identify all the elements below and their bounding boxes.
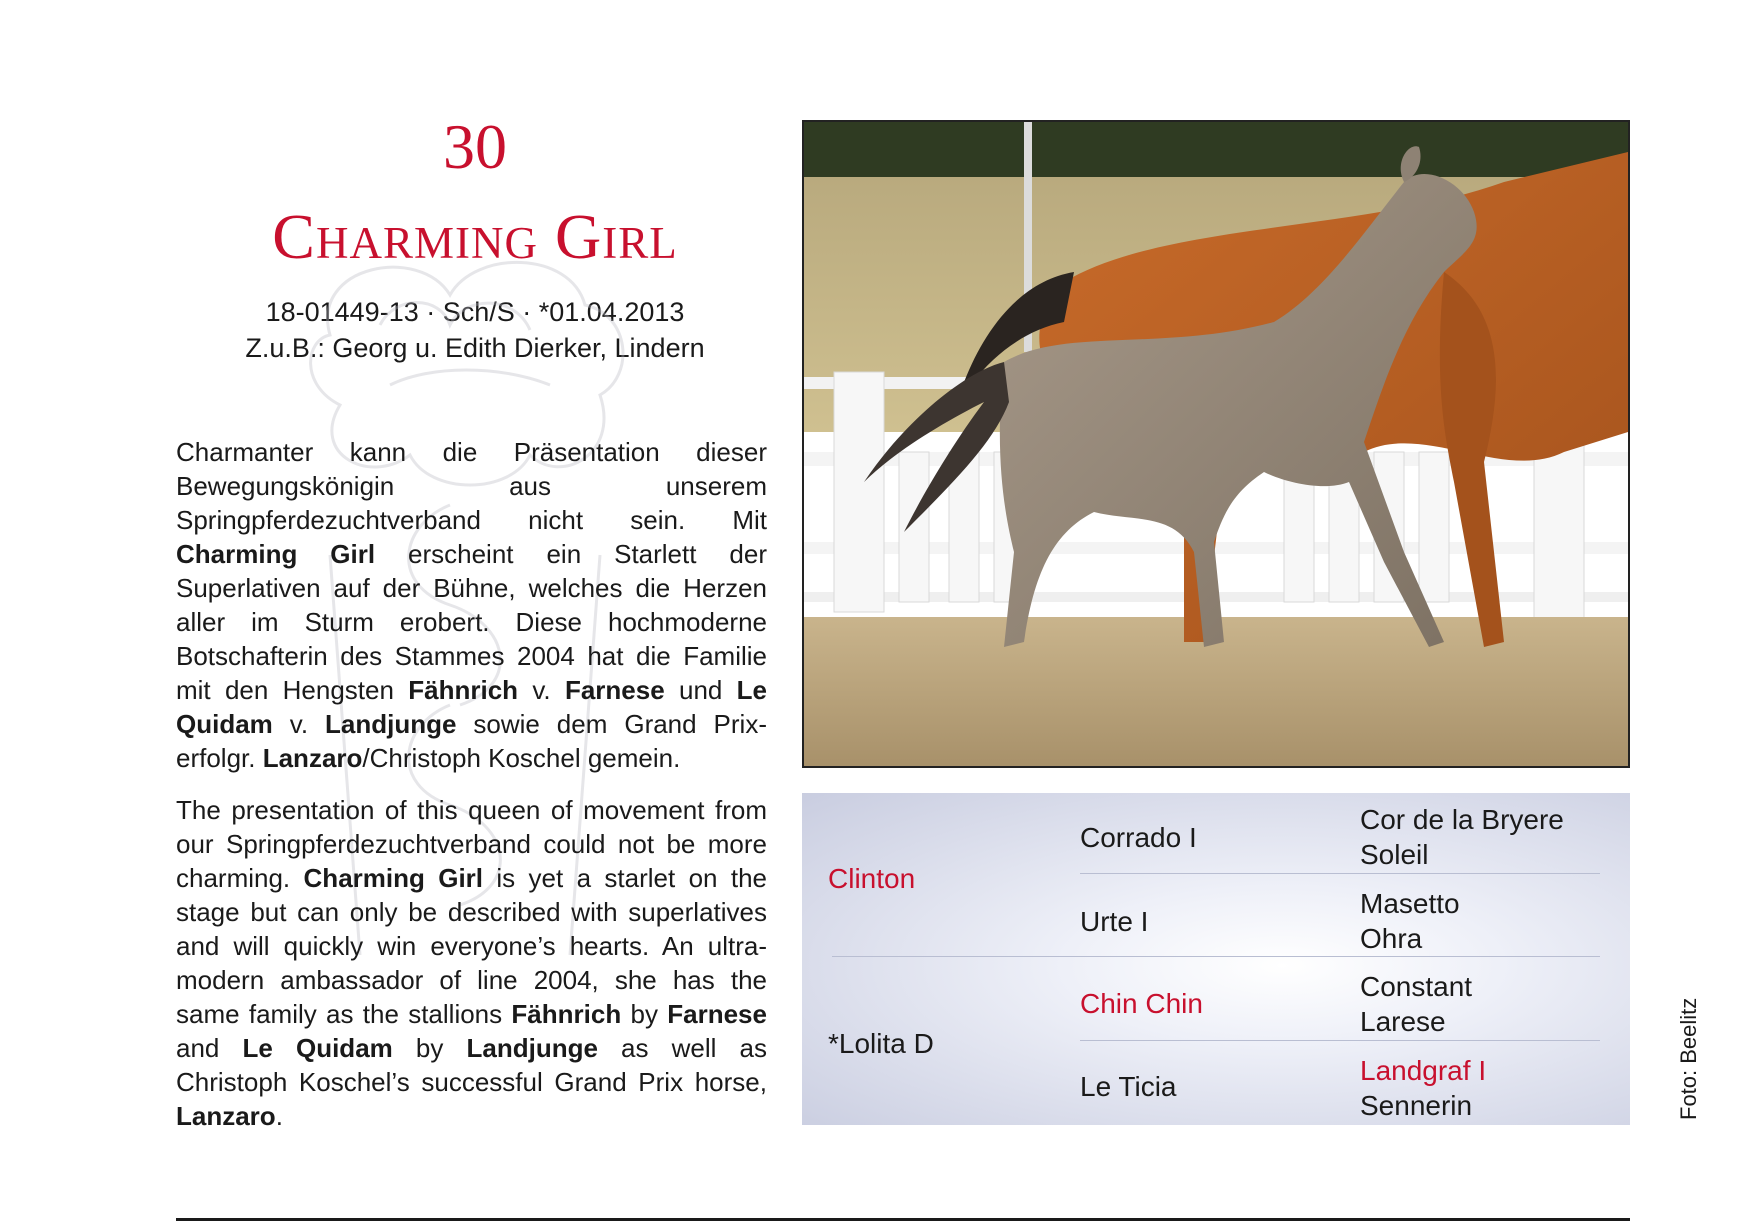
pedigree-sire-sire: Corrado I (1080, 822, 1197, 853)
lot-number: 30 (443, 111, 507, 182)
pedigree-ggp-1: Cor de la Bryere (1360, 804, 1564, 835)
description-english (176, 793, 767, 1133)
emphasized-name: Fähnrich (511, 999, 622, 1029)
emphasized-name: Farnese (564, 675, 665, 705)
horse-photo (802, 120, 1630, 768)
text-segment: The presentation of this queen of movement from our Springpferdezuchtverband could not be more charming. (176, 795, 767, 893)
pedigree-ggp-2: Soleil (1360, 839, 1429, 870)
emphasized-name: Lanzaro (176, 1101, 276, 1131)
breeder-line: Z.u.B.: Georg u. Edith Dierker, Lindern (245, 333, 705, 363)
emphasized-name: Charming Girl (176, 539, 376, 569)
pedigree-ggp-7: Landgraf I (1360, 1055, 1487, 1086)
description-german (176, 435, 767, 775)
pedigree-ggp-5: Constant (1360, 971, 1473, 1002)
emphasized-name: Lanzaro (262, 743, 363, 773)
text-segment: Charmanter kann die Präsentation dieser Bewegungskönigin aus unserem Springpferdezuchtverband nicht sein. Mit (176, 437, 767, 535)
emphasized-name: Le Quidam (242, 1033, 393, 1063)
pedigree-dam-dam: Le Ticia (1080, 1071, 1177, 1102)
pedigree-separator (1080, 873, 1600, 874)
emphasized-name: Le Quidam (176, 675, 768, 739)
text-segment: sowie dem Grand Prix-erfolgr. (176, 709, 767, 773)
photo-credit: Foto: Beelitz (1676, 997, 1701, 1120)
pedigree-dam: *Lolita D (828, 1028, 934, 1059)
text-segment: by (392, 1033, 467, 1063)
emphasized-name: Landjunge (325, 709, 457, 739)
registration-line: 18-01449-13 · Sch/S · *01.04.2013 (265, 297, 685, 327)
text-segment: is yet a starlet on the stage but can only be described with superlatives and will quickly win everyone’s hearts. An ultra-modern ambassador of line 2004, she has the same family as the stallions (176, 863, 767, 1029)
text-segment: und (664, 675, 737, 705)
bottom-rule (176, 1218, 1630, 1221)
pedigree-dam-sire: Chin Chin (1080, 988, 1203, 1019)
emphasized-name: Charming Girl (303, 863, 484, 893)
text-segment: v. (518, 675, 565, 705)
emphasized-name: Landjunge (466, 1033, 598, 1063)
text-segment: v. (272, 709, 325, 739)
horse-name: Charming Girl (272, 201, 678, 272)
text-segment: and (176, 1033, 243, 1063)
pedigree-sire: Clinton (828, 863, 916, 894)
pedigree-sire-dam: Urte I (1080, 906, 1149, 937)
pedigree-separator (832, 956, 1600, 957)
pedigree-separator (1080, 1040, 1600, 1041)
text-segment: as well as Christoph Koschel’s successful Grand Prix horse, (176, 1033, 767, 1097)
text-segment: by (621, 999, 668, 1029)
emphasized-name: Fähnrich (408, 675, 519, 705)
pedigree-table (802, 793, 1630, 1125)
emphasized-name: Farnese (667, 999, 767, 1029)
pedigree-ggp-6: Larese (1360, 1006, 1446, 1037)
pedigree-ggp-8: Sennerin (1360, 1090, 1473, 1121)
pedigree-ggp-4: Ohra (1360, 923, 1423, 954)
text-segment: erscheint ein Starlett der Superlativen auf der Bühne, welches die Herzen aller im Sturm erobert. Diese hochmoderne Botschafterin des Stammes 2004 hat die Familie mit den Hengsten (176, 539, 767, 705)
text-segment: /Christoph Koschel gemein. (362, 743, 681, 773)
text-segment: . (275, 1101, 283, 1131)
pedigree-ggp-3: Masetto (1360, 888, 1460, 919)
